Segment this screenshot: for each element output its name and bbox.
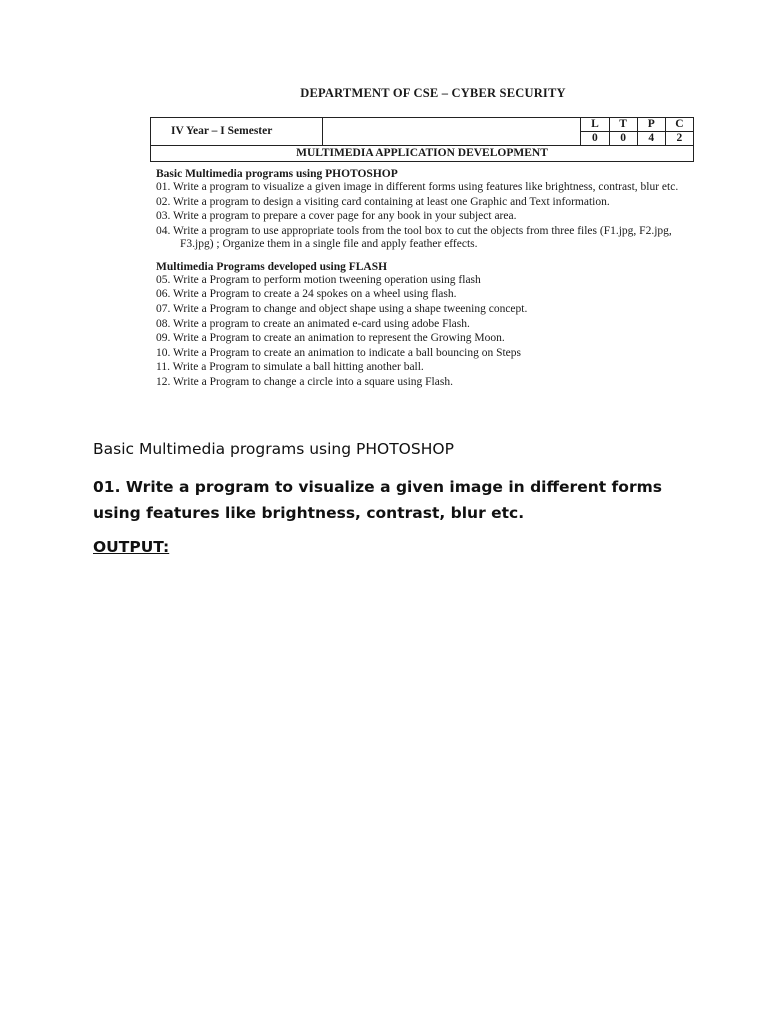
year-semester-label: IV Year – I Semester xyxy=(151,118,323,146)
doc-question: 01. Write a program to visualize a given image in different forms using features like brightness, contrast, blur etc. xyxy=(93,478,662,522)
flash-program-list xyxy=(150,274,696,389)
blank-cell xyxy=(323,118,581,146)
course-title: MULTIMEDIA APPLICATION DEVELOPMENT xyxy=(151,146,694,162)
syllabus-scan-image xyxy=(150,86,696,391)
section-title-photoshop: Basic Multimedia programs using PHOTOSHOP xyxy=(156,168,398,180)
list-item: 06. Write a Program to create a 24 spokes on a wheel using flash. xyxy=(156,288,457,301)
department-title: DEPARTMENT OF CSE – CYBER SECURITY xyxy=(300,86,566,100)
list-item: 12. Write a Program to change a circle into a square using Flash. xyxy=(156,375,453,388)
header-t: T xyxy=(609,118,637,132)
photoshop-program-list xyxy=(150,181,696,251)
document-body xyxy=(93,436,673,560)
header-c: C xyxy=(665,118,693,132)
doc-heading: Basic Multimedia programs using PHOTOSHOP xyxy=(93,440,454,458)
header-l: L xyxy=(581,118,609,132)
list-item: 04. Write a program to use appropriate tools from the tool box to cut the objects from three files (F1.jpg, F2.jpg, F3.jpg) ; Organize them in a single file and apply feather effects. xyxy=(156,224,672,250)
list-item: 08. Write a program to create an animated e-card using adobe Flash. xyxy=(156,317,470,330)
list-item: 09. Write a Program to create an animation to represent the Growing Moon. xyxy=(156,332,505,345)
list-item: 03. Write a program to prepare a cover page for any book in your subject area. xyxy=(156,210,517,223)
header-p: P xyxy=(637,118,665,132)
value-l: 0 xyxy=(581,132,609,146)
list-item: 07. Write a Program to change and object shape using a shape tweening concept. xyxy=(156,302,528,315)
list-item: 01. Write a program to visualize a given image in different forms using features like brightness, contrast, blur etc. xyxy=(156,181,679,193)
value-c: 2 xyxy=(665,132,693,146)
section-title-flash: Multimedia Programs developed using FLASH xyxy=(156,260,388,273)
output-label: OUTPUT: xyxy=(93,538,170,556)
list-item: 10. Write a Program to create an animation to indicate a ball bouncing on Steps xyxy=(156,346,521,359)
list-item: 02. Write a program to design a visiting card containing at least one Graphic and Text information. xyxy=(156,195,610,208)
semester-table xyxy=(150,117,694,162)
list-item: 05. Write a Program to perform motion tweening operation using flash xyxy=(156,273,481,286)
list-item: 11. Write a Program to simulate a ball hitting another ball. xyxy=(156,361,424,374)
value-p: 4 xyxy=(637,132,665,146)
value-t: 0 xyxy=(609,132,637,146)
